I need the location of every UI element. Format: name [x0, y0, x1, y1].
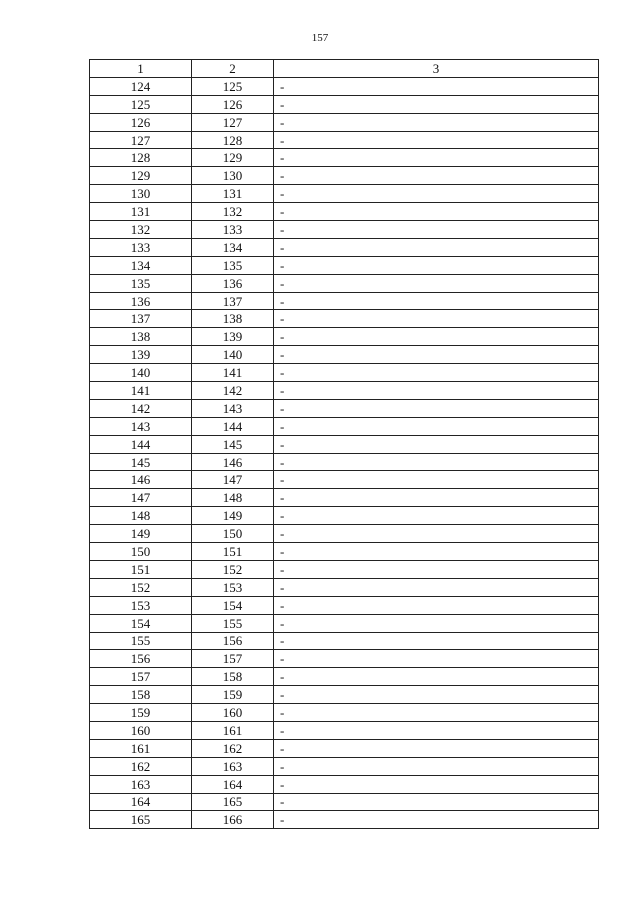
- table-cell-col-3: -: [274, 238, 599, 256]
- table-row: [90, 131, 599, 149]
- table-cell-col-3: -: [274, 185, 599, 203]
- table-cell-col-3: -: [274, 471, 599, 489]
- table-cell-col-1: 136: [90, 292, 192, 310]
- table-header: [90, 60, 599, 78]
- header-row: [90, 60, 599, 78]
- table-row: [90, 650, 599, 668]
- table-cell-col-2: 165: [192, 793, 274, 811]
- table-row: [90, 686, 599, 704]
- table-cell-col-1: 128: [90, 149, 192, 167]
- table-cell-col-3: -: [274, 560, 599, 578]
- table-row: [90, 471, 599, 489]
- table-cell-col-3: -: [274, 632, 599, 650]
- table-cell-col-3: -: [274, 739, 599, 757]
- table-cell-col-1: 127: [90, 131, 192, 149]
- table-cell-col-1: 137: [90, 310, 192, 328]
- table-body: [90, 77, 599, 828]
- table-cell-col-2: 159: [192, 686, 274, 704]
- table-cell-col-2: 141: [192, 364, 274, 382]
- table-cell-col-3: -: [274, 704, 599, 722]
- table-row: [90, 238, 599, 256]
- table-row: [90, 668, 599, 686]
- table-cell-col-2: 166: [192, 811, 274, 829]
- table-row: [90, 811, 599, 829]
- table-cell-col-3: -: [274, 221, 599, 239]
- table-cell-col-2: 150: [192, 525, 274, 543]
- table-row: [90, 704, 599, 722]
- table-row: [90, 113, 599, 131]
- table-row: [90, 453, 599, 471]
- table-row: [90, 632, 599, 650]
- table-cell-col-1: 165: [90, 811, 192, 829]
- table-row: [90, 543, 599, 561]
- table-cell-col-2: 149: [192, 507, 274, 525]
- table-cell-col-2: 130: [192, 167, 274, 185]
- table-cell-col-3: -: [274, 668, 599, 686]
- table-row: [90, 95, 599, 113]
- table-cell-col-2: 136: [192, 274, 274, 292]
- column-header-3: 3: [274, 60, 599, 78]
- table-cell-col-1: 134: [90, 256, 192, 274]
- table-cell-col-1: 140: [90, 364, 192, 382]
- table-row: [90, 775, 599, 793]
- column-header-1: 1: [90, 60, 192, 78]
- table-row: [90, 739, 599, 757]
- table-cell-col-2: 144: [192, 417, 274, 435]
- table-cell-col-2: 153: [192, 578, 274, 596]
- table-cell-col-2: 135: [192, 256, 274, 274]
- data-table: [89, 59, 599, 829]
- table-row: [90, 292, 599, 310]
- table-cell-col-2: 161: [192, 721, 274, 739]
- table-cell-col-1: 126: [90, 113, 192, 131]
- table-cell-col-2: 147: [192, 471, 274, 489]
- table-cell-col-2: 139: [192, 328, 274, 346]
- table-row: [90, 203, 599, 221]
- table-cell-col-1: 129: [90, 167, 192, 185]
- table-cell-col-1: 153: [90, 596, 192, 614]
- table-row: [90, 310, 599, 328]
- table-cell-col-1: 151: [90, 560, 192, 578]
- footer-scan-marks: [0, 899, 640, 903]
- table-cell-col-1: 147: [90, 489, 192, 507]
- table-cell-col-1: 145: [90, 453, 192, 471]
- table-cell-col-1: 162: [90, 757, 192, 775]
- table-cell-col-3: -: [274, 167, 599, 185]
- table-row: [90, 382, 599, 400]
- table-cell-col-3: -: [274, 113, 599, 131]
- table-cell-col-1: 160: [90, 721, 192, 739]
- table-cell-col-3: -: [274, 578, 599, 596]
- table-row: [90, 149, 599, 167]
- table-cell-col-2: 164: [192, 775, 274, 793]
- table-cell-col-3: -: [274, 543, 599, 561]
- table-cell-col-2: 158: [192, 668, 274, 686]
- table-row: [90, 489, 599, 507]
- table-cell-col-2: 151: [192, 543, 274, 561]
- table-cell-col-2: 127: [192, 113, 274, 131]
- table-cell-col-3: -: [274, 77, 599, 95]
- table-cell-col-1: 133: [90, 238, 192, 256]
- table-cell-col-3: -: [274, 95, 599, 113]
- table-cell-col-2: 154: [192, 596, 274, 614]
- column-header-2: 2: [192, 60, 274, 78]
- table-cell-col-1: 142: [90, 399, 192, 417]
- table-row: [90, 525, 599, 543]
- table-cell-col-2: 162: [192, 739, 274, 757]
- table-cell-col-3: -: [274, 453, 599, 471]
- table-cell-col-3: -: [274, 489, 599, 507]
- table-cell-col-2: 134: [192, 238, 274, 256]
- table-cell-col-3: -: [274, 686, 599, 704]
- table-cell-col-3: -: [274, 525, 599, 543]
- table-row: [90, 346, 599, 364]
- table-cell-col-3: -: [274, 435, 599, 453]
- table-cell-col-2: 142: [192, 382, 274, 400]
- table-cell-col-3: -: [274, 203, 599, 221]
- table-cell-col-1: 154: [90, 614, 192, 632]
- table-row: [90, 560, 599, 578]
- table-cell-col-3: -: [274, 364, 599, 382]
- table-cell-col-2: 129: [192, 149, 274, 167]
- table-cell-col-1: 156: [90, 650, 192, 668]
- table-cell-col-1: 124: [90, 77, 192, 95]
- table-row: [90, 793, 599, 811]
- table-cell-col-1: 148: [90, 507, 192, 525]
- table-cell-col-2: 155: [192, 614, 274, 632]
- table-cell-col-3: -: [274, 757, 599, 775]
- table-cell-col-3: -: [274, 775, 599, 793]
- table-cell-col-3: -: [274, 811, 599, 829]
- table-cell-col-1: 125: [90, 95, 192, 113]
- table-cell-col-3: -: [274, 399, 599, 417]
- table-row: [90, 185, 599, 203]
- table-row: [90, 721, 599, 739]
- table-cell-col-1: 163: [90, 775, 192, 793]
- table-cell-col-1: 158: [90, 686, 192, 704]
- table-cell-col-2: 126: [192, 95, 274, 113]
- table-cell-col-3: -: [274, 507, 599, 525]
- table-cell-col-1: 132: [90, 221, 192, 239]
- table-cell-col-2: 156: [192, 632, 274, 650]
- table-cell-col-1: 152: [90, 578, 192, 596]
- table-row: [90, 596, 599, 614]
- table-cell-col-2: 157: [192, 650, 274, 668]
- table-row: [90, 274, 599, 292]
- table-row: [90, 256, 599, 274]
- table-row: [90, 435, 599, 453]
- table-row: [90, 328, 599, 346]
- table-cell-col-1: 135: [90, 274, 192, 292]
- table-cell-col-2: 131: [192, 185, 274, 203]
- table-cell-col-3: -: [274, 614, 599, 632]
- table-cell-col-1: 157: [90, 668, 192, 686]
- table-cell-col-1: 141: [90, 382, 192, 400]
- table-cell-col-3: -: [274, 149, 599, 167]
- table-cell-col-3: -: [274, 650, 599, 668]
- table-cell-col-3: -: [274, 274, 599, 292]
- table-cell-col-2: 143: [192, 399, 274, 417]
- table-cell-col-2: 133: [192, 221, 274, 239]
- table-cell-col-2: 128: [192, 131, 274, 149]
- table-cell-col-1: 159: [90, 704, 192, 722]
- table-cell-col-1: 155: [90, 632, 192, 650]
- table-row: [90, 399, 599, 417]
- table-cell-col-3: -: [274, 417, 599, 435]
- table-cell-col-2: 160: [192, 704, 274, 722]
- table-cell-col-2: 163: [192, 757, 274, 775]
- table-cell-col-1: 144: [90, 435, 192, 453]
- page-number: 157: [311, 32, 329, 44]
- table-cell-col-3: -: [274, 310, 599, 328]
- table-cell-col-1: 146: [90, 471, 192, 489]
- table-cell-col-3: -: [274, 292, 599, 310]
- table-cell-col-3: -: [274, 346, 599, 364]
- table-cell-col-3: -: [274, 596, 599, 614]
- table-cell-col-2: 152: [192, 560, 274, 578]
- table-cell-col-1: 149: [90, 525, 192, 543]
- table-cell-col-1: 131: [90, 203, 192, 221]
- table-cell-col-3: -: [274, 793, 599, 811]
- table-cell-col-2: 148: [192, 489, 274, 507]
- table-cell-col-1: 143: [90, 417, 192, 435]
- table-cell-col-2: 145: [192, 435, 274, 453]
- table-cell-col-3: -: [274, 328, 599, 346]
- table-cell-col-2: 146: [192, 453, 274, 471]
- table-cell-col-2: 132: [192, 203, 274, 221]
- table-cell-col-1: 161: [90, 739, 192, 757]
- table-cell-col-2: 125: [192, 77, 274, 95]
- table-row: [90, 614, 599, 632]
- table-row: [90, 578, 599, 596]
- table-cell-col-2: 138: [192, 310, 274, 328]
- table-cell-col-1: 164: [90, 793, 192, 811]
- table-row: [90, 77, 599, 95]
- table-cell-col-2: 140: [192, 346, 274, 364]
- table-row: [90, 364, 599, 382]
- table-cell-col-2: 137: [192, 292, 274, 310]
- table-row: [90, 507, 599, 525]
- table-cell-col-1: 139: [90, 346, 192, 364]
- table-row: [90, 221, 599, 239]
- table-row: [90, 167, 599, 185]
- table-cell-col-1: 150: [90, 543, 192, 561]
- table-row: [90, 417, 599, 435]
- table-cell-col-3: -: [274, 256, 599, 274]
- table-cell-col-1: 138: [90, 328, 192, 346]
- table-cell-col-3: -: [274, 382, 599, 400]
- table-cell-col-3: -: [274, 131, 599, 149]
- table-cell-col-3: -: [274, 721, 599, 739]
- table-row: [90, 757, 599, 775]
- table-cell-col-1: 130: [90, 185, 192, 203]
